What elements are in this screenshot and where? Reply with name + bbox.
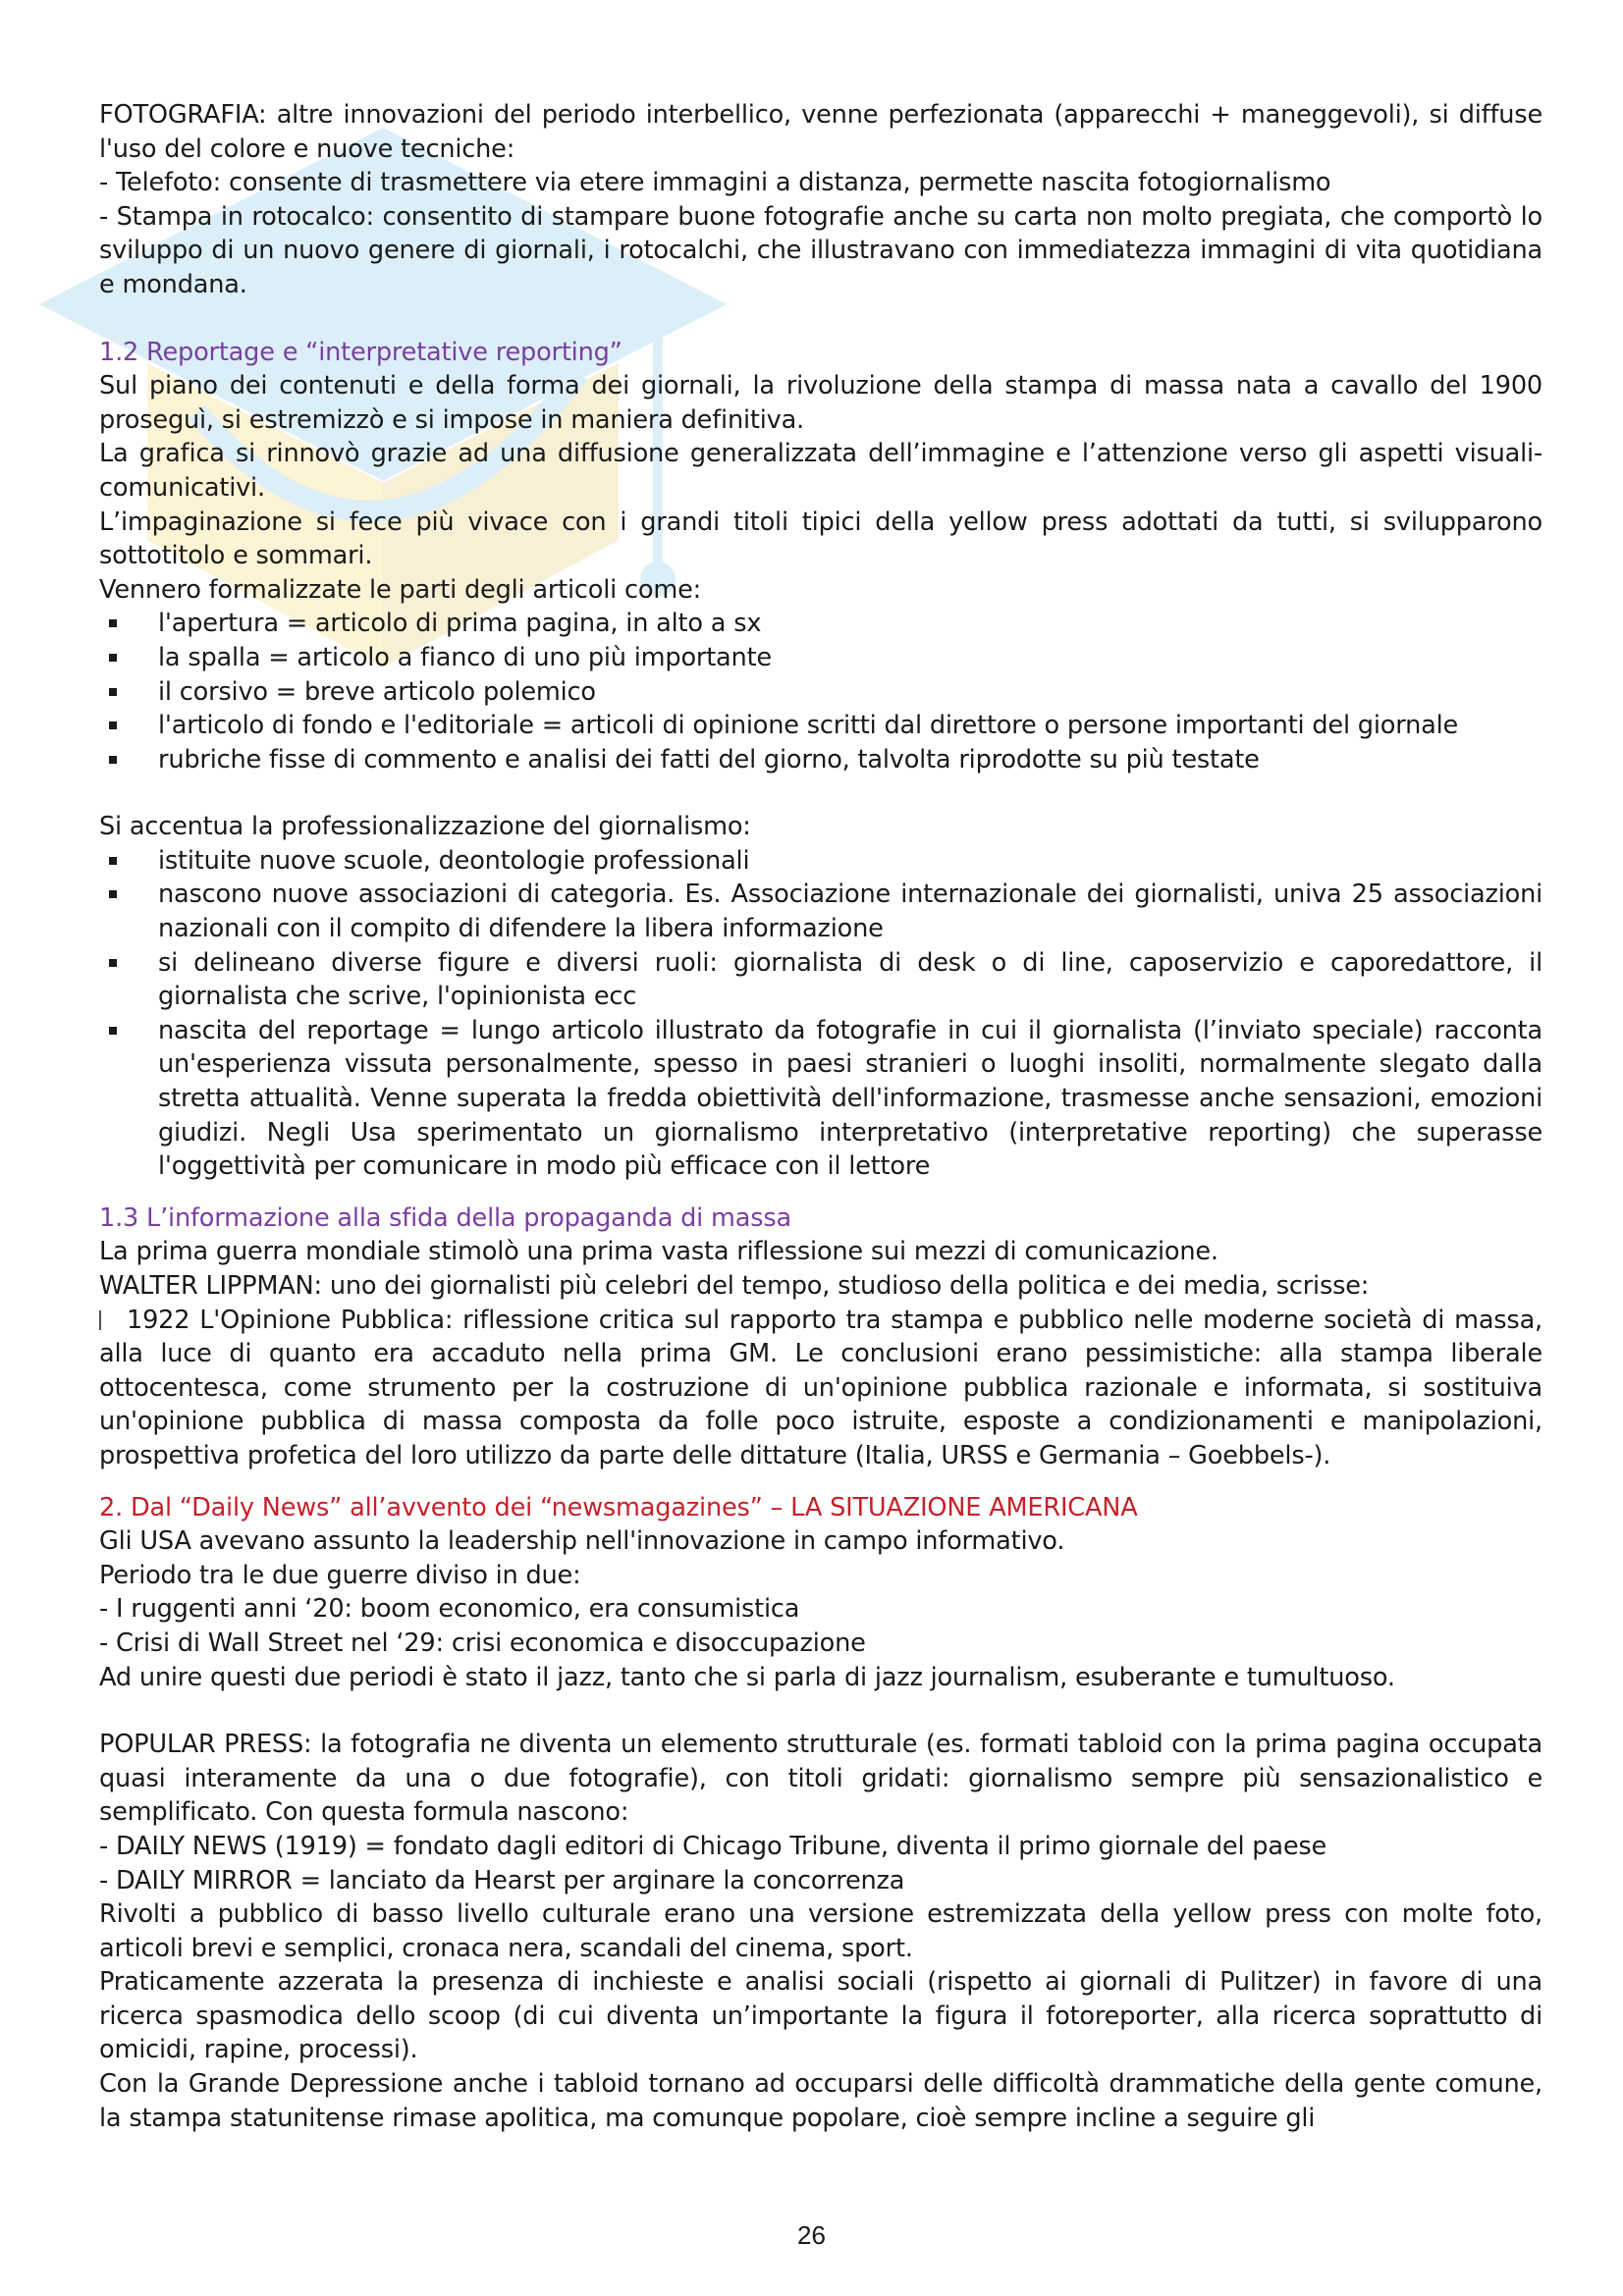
section-heading-1-2: 1.2 Reportage e “interpretative reporting”	[99, 337, 622, 367]
paragraph: Si accentua la professionalizzazione del giornalismo:	[99, 812, 751, 842]
paragraph: - I ruggenti anni ‘20: boom economico, era consumistica	[99, 1594, 800, 1625]
bullet-icon	[109, 1027, 117, 1035]
paragraph: Periodo tra le due guerre diviso in due:	[99, 1560, 581, 1590]
paragraph: Rivolti a pubblico di basso livello culturale erano una versione estremizzata della yellow press con molte foto, articoli brevi e semplici, cronaca nera, scandali del cinema, sport.	[99, 1899, 1542, 1963]
section-heading-1-3: 1.3 L’informazione alla sfida della propaganda di massa	[99, 1202, 791, 1233]
paragraph: La prima guerra mondiale stimolò una prima vasta riflessione sui mezzi di comunicazione.	[99, 1237, 1218, 1267]
bullet-icon	[109, 619, 117, 627]
bullet-icon	[109, 654, 117, 662]
list-item: l'apertura = articolo di prima pagina, in alto a sx	[99, 607, 1542, 641]
photo-item-rotocalco: - Stampa in rotocalco: consentito di stampare buone fotografie anche su carta non molto pregiata, che comportò lo sviluppo di un nuovo genere di giornali, i rotocalchi, che illustravano con immediatezza immagini di vita quotidiana e mondana.	[99, 201, 1542, 299]
list-item: la spalla = articolo a fianco di uno più importante	[99, 641, 1542, 675]
list-item: istituite nuove scuole, deontologie professionali	[99, 844, 1542, 879]
article-parts-list	[99, 607, 1542, 776]
paragraph: WALTER LIPPMAN: uno dei giornalisti più celebri del tempo, studioso della politica e dei media, scrisse:	[99, 1271, 1370, 1301]
paragraph: Con la Grande Depressione anche i tabloid tornano ad occuparsi delle difficoltà drammatiche della gente comune, la stampa statunitense rimase apolitica, ma comunque popolare, cioè sempre incline a seguire gli	[99, 2069, 1542, 2133]
paragraph: Praticamente azzerata la presenza di inchieste e analisi sociali (rispetto ai giornali di Pulitzer) in favore di una ricerca spasmodica dello scoop (di cui diventa un’importante la figura il fotoreporter, alla ricerca soprattutto di omicidi, rapine, processi).	[99, 1967, 1542, 2065]
list-item: rubriche fisse di commento e analisi dei fatti del giorno, talvolta riprodotte su più testate	[99, 743, 1542, 777]
paragraph: - DAILY MIRROR = lanciato da Hearst per arginare la concorrenza	[99, 1865, 905, 1896]
photo-item-telefoto: - Telefoto: consente di trasmettere via etere immagini a distanza, permette nascita fotogiornalismo	[99, 168, 1331, 198]
page-number: 26	[797, 2220, 826, 2250]
paragraph: Vennero formalizzate le parti degli articoli come:	[99, 574, 702, 605]
bullet-icon	[109, 959, 117, 967]
bullet-icon	[109, 721, 117, 729]
bullet-icon	[109, 890, 117, 898]
professionalization-list	[99, 844, 1542, 1184]
section-heading-2: 2. Dal “Daily News” all’avvento dei “newsmagazines” – LA SITUAZIONE AMERICANA	[99, 1492, 1138, 1522]
paragraph-popular-press: POPULAR PRESS: la fotografia ne diventa un elemento strutturale (es. formati tabloid con la prima pagina occupata quasi interamente da una o due fotografie), con titoli gridati: giornalismo sempre più sensazionalistico e semplificato. Con questa formula nascono:	[99, 1730, 1542, 1828]
list-item: l'articolo di fondo e l'editoriale = articoli di opinione scritti dal direttore o persone importanti del giornale	[99, 709, 1542, 743]
paragraph: Gli USA avevano assunto la leadership nell'innovazione in campo informativo.	[99, 1526, 1065, 1557]
paragraph: Sul piano dei contenuti e della forma dei giornali, la rivoluzione della stampa di massa nata a cavallo del 1900 proseguì, si estremizzò e si impose in maniera definitiva.	[99, 371, 1542, 435]
bullet-icon	[109, 756, 117, 764]
photo-intro: FOTOGRAFIA: altre innovazioni del periodo interbellico, venne perfezionata (apparecchi + maneggevoli), si diffuse l'uso del colore e nuove tecniche:	[99, 100, 1542, 164]
paragraph: - Crisi di Wall Street nel ‘29: crisi economica e disoccupazione	[99, 1628, 866, 1658]
paragraph: Ad unire questi due periodi è stato il jazz, tanto che si parla di jazz journalism, esuberante e tumultuoso.	[99, 1662, 1395, 1692]
bullet-icon	[109, 688, 117, 696]
bullet-icon	[109, 857, 117, 865]
list-item: nascono nuove associazioni di categoria. Es. Associazione internazionale dei giornalisti, univa 25 associazioni nazionali con il compito di difendere la libera informazione	[99, 878, 1542, 945]
paragraph: La grafica si rinnovò grazie ad una diffusione generalizzata dell’immagine e l’attenzione verso gli aspetti visuali-comunicativi.	[99, 439, 1542, 503]
paragraph: L’impaginazione si fece più vivace con i grandi titoli tipici della yellow press adottati da tutti, si svilupparono sottotitolo e sommari.	[99, 507, 1542, 571]
paragraph: - DAILY NEWS (1919) = fondato dagli editori di Chicago Tribune, diventa il primo giornale del paese	[99, 1831, 1327, 1861]
document-page	[99, 98, 1542, 2135]
paragraph-opinione-pubblica: 1922 L'Opinione Pubblica: riflessione critica sul rapporto tra stampa e pubblico nelle moderne società di massa, alla luce di quanto era accaduto nella prima GM. Le conclusioni erano pessimistiche: alla stampa liberale ottocentesca, come strumento per la costruzione di un'opinione pubblica razionale e informata, si sostituiva un'opinione pubblica di massa composta da folle poco istruite, esposte a condizionamenti e manipolazioni, prospettiva profetica del loro utilizzo da parte delle dittature (Italia, URSS e Germania – Goebbels-).	[99, 1305, 1542, 1470]
list-item: il corsivo = breve articolo polemico	[99, 675, 1542, 710]
bullet-icon	[99, 1310, 101, 1330]
list-item: nascita del reportage = lungo articolo illustrato da fotografie in cui il giornalista (l’inviato speciale) racconta un'esperienza vissuta personalmente, spesso in paesi stranieri o luoghi insoliti, normalmente slegato dalla stretta attualità. Venne superata la fredda obiettività dell'informazione, trasmesse anche sensazioni, emozioni giudizi. Negli Usa sperimentato un giornalismo interpretativo (interpretative reporting) che superasse l'oggettività per comunicare in modo più efficace con il lettore	[99, 1014, 1542, 1184]
list-item: si delineano diverse figure e diversi ruoli: giornalista di desk o di line, caposervizio e caporedattore, il giornalista che scrive, l'opinionista ecc	[99, 946, 1542, 1014]
